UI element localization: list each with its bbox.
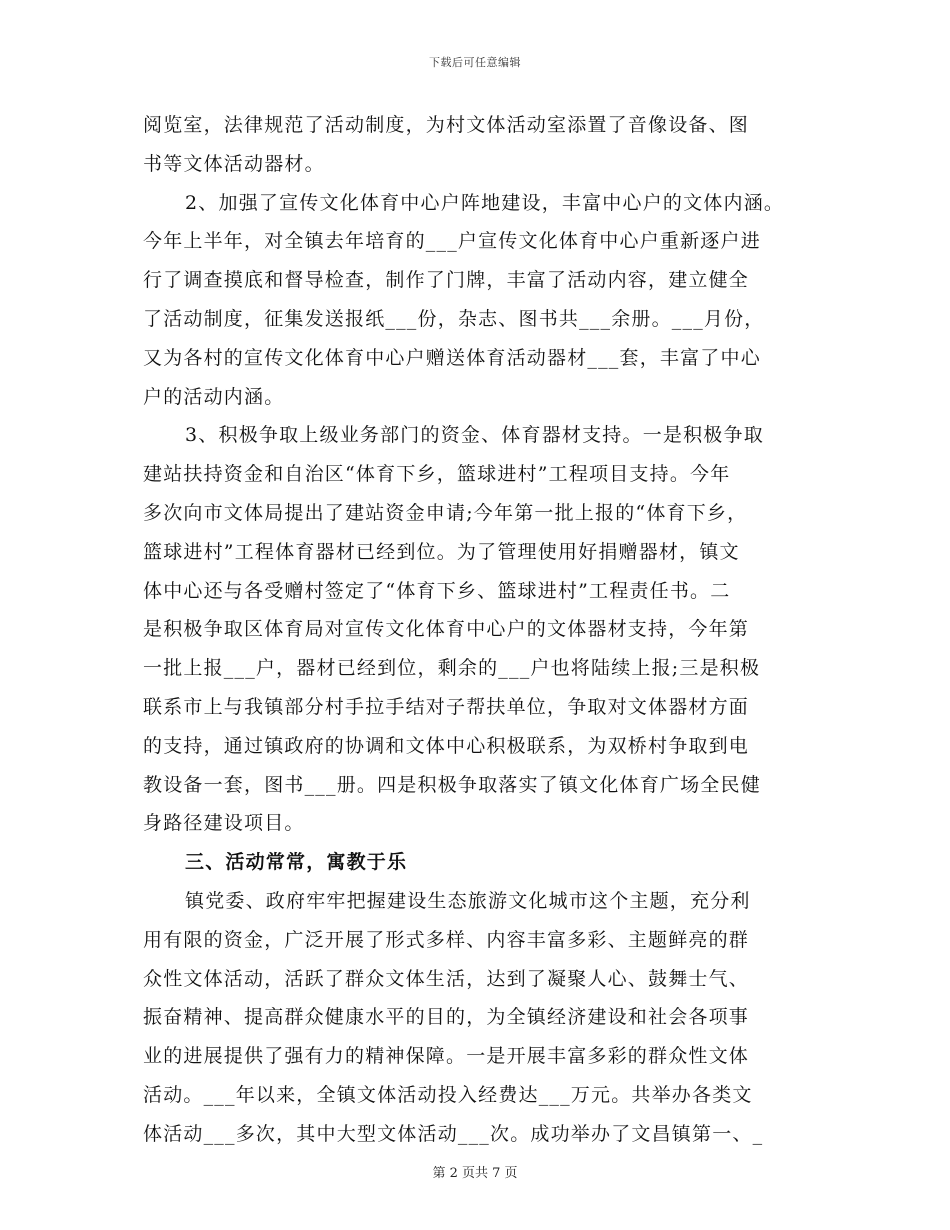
text-line: 众性文体活动，活跃了群众文体生活，达到了凝聚人心、鼓舞士气、 — [143, 967, 750, 990]
text-line: 阅览室，法律规范了活动制度，为村文体活动室添置了音像设备、图 — [143, 114, 750, 136]
text-line: 户的活动内涵。 — [143, 385, 285, 408]
text-line: 书等文体活动器材。 — [143, 152, 325, 175]
text-line: 体中心还与各受赠村签定了“体育下乡、篮球进村”工程责任书。二 — [143, 579, 731, 602]
text-line: 教设备一套，图书___册。四是积极争取落实了镇文化体育广场全民健 — [143, 773, 761, 796]
text-line: 体活动___多次，其中大型文体活动___次。成功举办了文昌镇第一、_ — [143, 1122, 764, 1145]
text-line: 建站扶持资金和自治区“体育下乡，篮球进村”工程项目支持。今年 — [143, 463, 731, 486]
text-line: 多次向市文体局提出了建站资金申请;今年第一批上报的“体育下乡， — [143, 501, 748, 524]
section-heading: 三、活动常常，寓教于乐 — [185, 851, 408, 874]
text-line: 业的进展提供了强有力的精神保障。一是开展丰富多彩的群众性文体 — [143, 1045, 750, 1068]
text-line: 篮球进村”工程体育器材已经到位。为了管理使用好捐赠器材，镇文 — [143, 540, 740, 563]
text-line: 一批上报___户，器材已经到位，剩余的___户也将陆续上报;三是积极 — [143, 657, 761, 680]
text-line: 活动。___年以来，全镇文体活动投入经费达___万元。共举办各类文 — [143, 1083, 753, 1106]
text-line: 身路径建设项目。 — [143, 812, 305, 835]
text-line: 行了调查摸底和督导检查，制作了门牌，丰富了活动内容，建立健全 — [143, 269, 750, 292]
text-line: 联系市上与我镇部分村手拉手结对子帮扶单位，争取对文体器材方面 — [143, 695, 750, 718]
page-header: 下载后可任意编辑 — [429, 56, 521, 69]
document-body — [143, 106, 823, 1154]
page-footer: 第 2 页共 7 页 — [432, 1166, 518, 1181]
text-line: 今年上半年，对全镇去年培育的___户宣传文化体育中心户重新逐户进 — [143, 230, 761, 253]
text-line: 用有限的资金，广泛开展了形式多样、内容丰富多彩、主题鲜亮的群 — [143, 928, 750, 951]
paragraph-start: 镇党委、政府牢牢把握建设生态旅游文化城市这个主题，充分利 — [185, 889, 751, 912]
text-line: 振奋精神、提高群众健康水平的目的，为全镇经济建设和社会各项事 — [143, 1006, 750, 1029]
text-line: 了活动制度，征集发送报纸___份，杂志、图书共___余册。___月份， — [143, 307, 765, 330]
text-line: 的支持，通过镇政府的协调和文体中心积极联系，为双桥村争取到电 — [143, 734, 750, 757]
text-line: 又为各村的宣传文化体育中心户赠送体育活动器材___套，丰富了中心 — [143, 346, 761, 369]
paragraph-start: 2、加强了宣传文化体育中心户阵地建设，丰富中心户的文体内涵。 — [185, 191, 785, 214]
paragraph-start: 3、积极争取上级业务部门的资金、体育器材支持。一是积极争取 — [185, 424, 764, 447]
text-line: 是积极争取区体育局对宣传文化体育中心户的文体器材支持，今年第 — [143, 618, 750, 641]
